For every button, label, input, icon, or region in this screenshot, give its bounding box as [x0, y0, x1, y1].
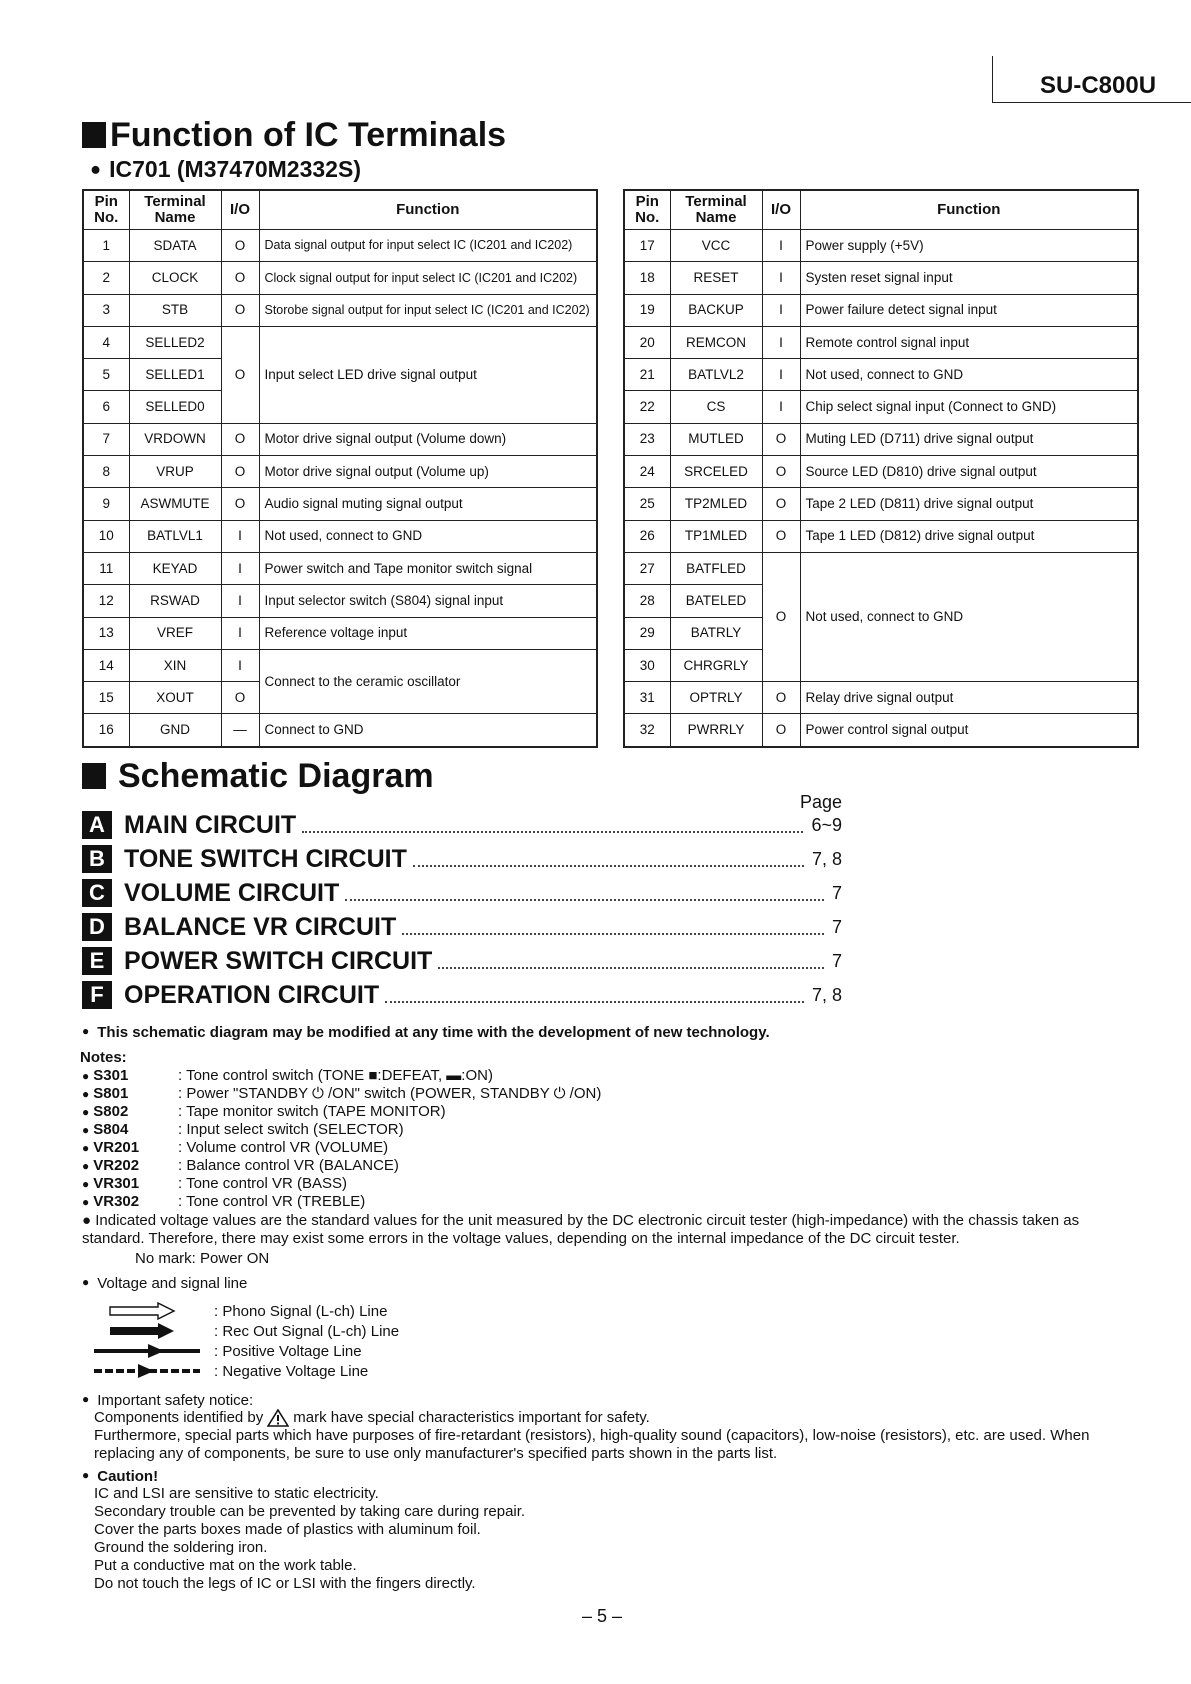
table-row: 30 CHRGRLY [624, 649, 1138, 681]
caution-line: Ground the soldering iron. [94, 1539, 268, 1556]
letter-f-icon: F [82, 981, 112, 1009]
legend-item: : Negative Voltage Line [94, 1361, 368, 1381]
table-row: 21 BATLVL2 I Not used, connect to GND [624, 359, 1138, 391]
model-number: SU-C800U [1040, 72, 1157, 99]
table-row: 13 VREF I Reference voltage input [83, 617, 597, 649]
letter-c-icon: C [82, 879, 112, 907]
table-row: 12 RSWAD I Input selector switch (S804) signal input [83, 585, 597, 617]
schematic-item-d: D BALANCE VR CIRCUIT 7 [82, 912, 842, 942]
schematic-item-c: C VOLUME CIRCUIT 7 [82, 878, 842, 908]
caution-line: Secondary trouble can be prevented by taking care during repair. [94, 1503, 526, 1520]
col-io: I/O [762, 190, 800, 230]
col-name: Terminal Name [670, 190, 762, 230]
square-bullet-icon [82, 122, 106, 148]
table-row: 14 XIN I Connect to the ceramic oscillator [83, 649, 597, 681]
table-row: 22 CS I Chip select signal input (Connect to GND) [624, 391, 1138, 423]
col-name: Terminal Name [129, 190, 221, 230]
dot-leader [385, 983, 804, 1003]
note-item: ● S802 : Tape monitor switch (TAPE MONITOR) [82, 1103, 446, 1121]
dot-leader [413, 847, 804, 867]
solid-arrow-icon [94, 1321, 204, 1341]
caution-line: Put a conductive mat on the work table. [94, 1557, 357, 1574]
dot-leader [345, 881, 824, 901]
schematic-item-f: F OPERATION CIRCUIT 7, 8 [82, 980, 842, 1010]
table-row: 8 VRUP O Motor drive signal output (Volume up) [83, 456, 597, 488]
col-function: Function [800, 190, 1138, 230]
schematic-item-b: B TONE SWITCH CIRCUIT 7, 8 [82, 844, 842, 874]
note-item: ● S804 : Input select switch (SELECTOR) [82, 1121, 404, 1139]
table-row: 16 GND — Connect to GND [83, 714, 597, 747]
dot-leader [438, 949, 824, 969]
table-row: 18 RESET I Systen reset signal input [624, 262, 1138, 294]
table-row: 15 XOUT O [83, 682, 597, 714]
legend-item: : Rec Out Signal (L-ch) Line [94, 1321, 399, 1341]
ic-table-right [623, 189, 1139, 748]
note-item: ● VR302 : Tone control VR (TREBLE) [82, 1193, 365, 1211]
warning-triangle-icon [267, 1409, 289, 1427]
negative-line-icon [94, 1361, 204, 1381]
col-function: Function [259, 190, 597, 230]
caution-line: Do not touch the legs of IC or LSI with the fingers directly. [94, 1575, 476, 1592]
dot-leader [402, 915, 824, 935]
positive-line-icon [94, 1341, 204, 1361]
table-row: 6 SELLED0 [83, 391, 597, 423]
note-item: ● S301 : Tone control switch (TONE ■:DEFEAT, ▬:ON) [82, 1067, 493, 1085]
dot-leader [302, 813, 803, 833]
note-item: ● S801 : Power "STANDBY ⏻ /ON" switch (POWER, STANDBY ⏻ /ON) [82, 1085, 601, 1103]
table-row: 29 BATRLY [624, 617, 1138, 649]
table-row: 26 TP1MLED O Tape 1 LED (D812) drive signal output [624, 520, 1138, 552]
table-row: 28 BATELED [624, 585, 1138, 617]
modify-note: ● This schematic diagram may be modified at any time with the development of new technology. [82, 1024, 770, 1041]
table-row: 10 BATLVL1 I Not used, connect to GND [83, 520, 597, 552]
ic-table-left [82, 189, 598, 748]
table-row: 3 STB O Storobe signal output for input select IC (IC201 and IC202) [83, 294, 597, 326]
note-item: ● VR201 : Volume control VR (VOLUME) [82, 1139, 388, 1157]
caution-heading: ● Caution! [82, 1466, 158, 1486]
safety-detail: Furthermore, special parts which have purposes of fire-retardant (resistors), high-quality sound (capacitors), low-noise (resistors), etc. are used. When replacing any of components, be sure to use only manufacturer's specified parts shown in the parts list. [94, 1427, 1090, 1462]
ic-section-title: Function of IC Terminals [82, 116, 506, 155]
schematic-title: Schematic Diagram [82, 757, 434, 796]
col-io: I/O [221, 190, 259, 230]
col-pin: Pin No. [624, 190, 670, 230]
page-number: – 5 – [582, 1606, 623, 1626]
caution-line: Cover the parts boxes made of plastics with aluminum foil. [94, 1521, 481, 1538]
table-row: 2 CLOCK O Clock signal output for input select IC (IC201 and IC202) [83, 262, 597, 294]
table-row: 9 ASWMUTE O Audio signal muting signal output [83, 488, 597, 520]
table-row: 11 KEYAD I Power switch and Tape monitor switch signal [83, 552, 597, 584]
caution-line: IC and LSI are sensitive to static electricity. [94, 1485, 379, 1502]
notes-heading: Notes: [80, 1049, 127, 1066]
page-column-label: Page [800, 792, 843, 812]
table-row: 25 TP2MLED O Tape 2 LED (D811) drive signal output [624, 488, 1138, 520]
table-row: 32 PWRRLY O Power control signal output [624, 714, 1138, 747]
table-row: 1 SDATA O Data signal output for input select IC (IC201 and IC202) [83, 230, 597, 262]
table-row: 24 SRCELED O Source LED (D810) drive signal output [624, 456, 1138, 488]
table-row: 7 VRDOWN O Motor drive signal output (Volume down) [83, 423, 597, 455]
caution-list [94, 1485, 525, 1593]
note-item: ● VR202 : Balance control VR (BALANCE) [82, 1157, 399, 1175]
table-row: 31 OPTRLY O Relay drive signal output [624, 682, 1138, 714]
legend-item: : Positive Voltage Line [94, 1341, 362, 1361]
safety-heading: ● Important safety notice: [82, 1390, 253, 1410]
schematic-item-e: E POWER SWITCH CIRCUIT 7 [82, 946, 842, 976]
voltage-note: ● Indicated voltage values are the standard values for the unit measured by the DC electronic circuit tester (high-impedance) with the chassis taken as standard. Therefore, there may exist some errors in the voltage values, depending on the internal impedance of the DC circuit tester. [82, 1212, 1080, 1247]
col-pin: Pin No. [83, 190, 129, 230]
square-bullet-icon [82, 763, 106, 789]
hollow-arrow-icon [94, 1301, 204, 1321]
safety-line: Components identified by mark have special characteristics important for safety. [94, 1409, 650, 1426]
letter-e-icon: E [82, 947, 112, 975]
schematic-item-a: A MAIN CIRCUIT 6~9 [82, 810, 842, 840]
ic-heading: ● IC701 (M37470M2332S) [90, 156, 361, 183]
table-row: 17 VCC I Power supply (+5V) [624, 230, 1138, 262]
table-row: 27 BATFLED O Not used, connect to GND [624, 552, 1138, 584]
no-mark-note: No mark: Power ON [135, 1250, 270, 1267]
letter-b-icon: B [82, 845, 112, 873]
voltage-line-heading: ● Voltage and signal line [82, 1273, 247, 1293]
letter-d-icon: D [82, 913, 112, 941]
bullet-icon: ● [82, 1212, 96, 1229]
note-item: ● VR301 : Tone control VR (BASS) [82, 1175, 347, 1193]
table-row: 19 BACKUP I Power failure detect signal input [624, 294, 1138, 326]
table-row: 4 SELLED2 O Input select LED drive signal output [83, 326, 597, 358]
table-row: 20 REMCON I Remote control signal input [624, 326, 1138, 358]
legend-item: : Phono Signal (L-ch) Line [94, 1301, 387, 1321]
letter-a-icon: A [82, 811, 112, 839]
table-row: 5 SELLED1 [83, 359, 597, 391]
table-row: 23 MUTLED O Muting LED (D711) drive signal output [624, 423, 1138, 455]
